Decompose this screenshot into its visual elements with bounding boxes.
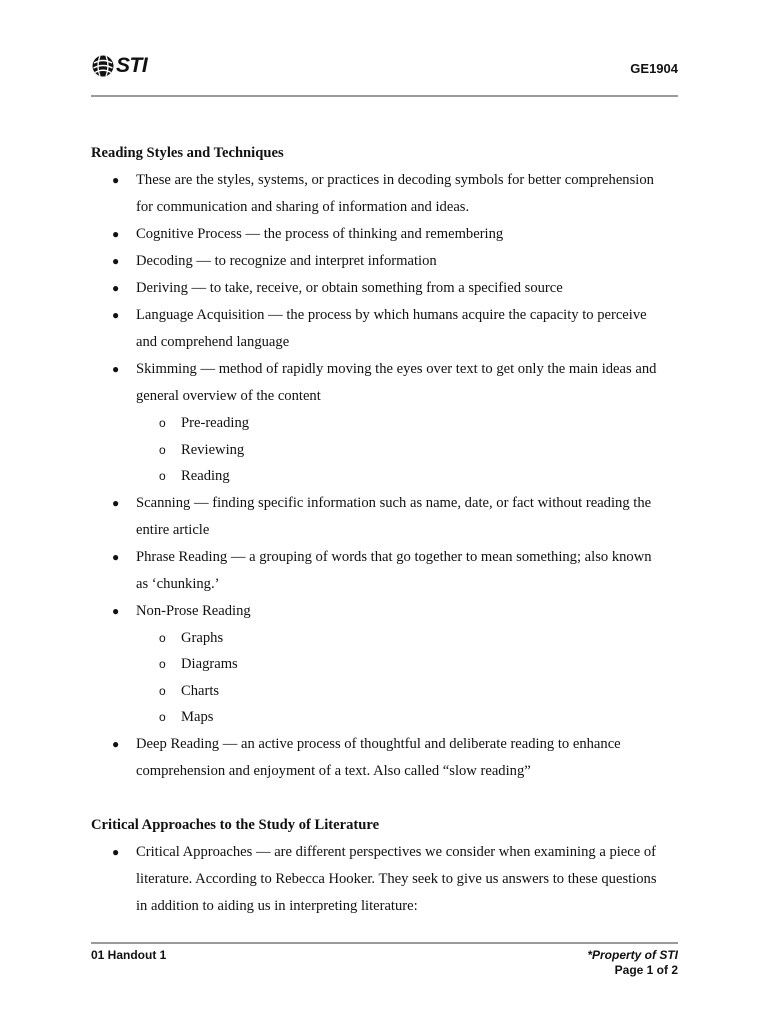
hollow-bullet-icon: o [159,630,166,645]
footer-divider [91,942,678,944]
hollow-bullet-icon: o [159,657,166,671]
logo-text: STI [116,54,148,77]
hollow-bullet-icon: o [159,416,166,430]
bullet-icon: ● [112,844,120,859]
bullet-icon: ● [112,173,120,187]
critical-approaches-list [91,839,681,920]
globe-icon [91,54,115,78]
hollow-bullet-icon: o [159,469,166,483]
list-item: ● Deriving — to take, receive, or obtain something from a specified source [91,275,681,302]
sub-list-item: o Diagrams [136,651,681,678]
sub-list-item: o Charts [136,678,681,705]
page-number: Page 1 of 2 [614,963,678,977]
non-prose-sublist [136,625,681,731]
sti-logo [91,54,147,78]
list-item: ● Phrase Reading — a grouping of words that go together to mean something; also known as ‘chunking.’ [91,544,681,598]
list-item: ● These are the styles, systems, or practices in decoding symbols for better comprehension for communication and sharing of information and ideas. [91,167,681,221]
section-heading-critical-approaches: Critical Approaches to the Study of Literature [91,816,380,833]
bullet-icon: ● [112,495,120,510]
section-spacer [91,785,681,812]
sub-list-item: o Graphs [136,625,681,652]
sub-list-item: o Maps [136,704,681,731]
bullet-icon: ● [112,603,120,618]
list-item: ● Deep Reading — an active process of thoughtful and deliberate reading to enhance comprehension and enjoyment of a text. Also called “slow reading” [91,731,681,785]
document-body [91,140,681,920]
bullet-icon: ● [112,281,120,295]
bullet-icon: ● [112,308,120,322]
hollow-bullet-icon: o [159,710,166,724]
reading-styles-list [91,167,681,785]
list-item: ● Decoding — to recognize and interpret information [91,248,681,275]
list-item: ● Skimming — method of rapidly moving the eyes over text to get only the main ideas and general overview of the content o Pre-reading o Reviewing o Reading [91,356,681,490]
list-item: ● Critical Approaches — are different perspectives we consider when examining a piece of literature. According to Rebecca Hooker. They seek to give us answers to these questions in addition to aiding us in interpreting literature: [91,839,681,920]
course-code: GE1904 [630,61,678,76]
list-item: ● Scanning — finding specific information such as name, date, or fact without reading the entire article [91,490,681,544]
list-item: ● Non-Prose Reading o Graphs o Diagrams o Charts o Maps [91,598,681,731]
bullet-icon: ● [112,362,120,376]
sub-list-item: o Pre-reading [136,410,681,437]
bullet-icon: ● [112,254,120,268]
handout-label: 01 Handout 1 [91,948,167,962]
bullet-icon: ● [112,736,120,751]
skimming-sublist [136,410,681,490]
bullet-icon: ● [112,549,120,564]
list-item: ● Cognitive Process — the process of thinking and remembering [91,221,681,248]
bullet-icon: ● [112,227,120,241]
list-item: ● Language Acquisition — the process by which humans acquire the capacity to perceive and comprehend language [91,302,681,356]
page-header [91,52,678,82]
property-notice: *Property of STI [587,948,678,962]
hollow-bullet-icon: o [159,442,166,457]
footer-info [587,948,678,978]
section-heading-reading-styles: Reading Styles and Techniques [91,145,284,161]
header-divider [91,95,678,97]
hollow-bullet-icon: o [159,683,166,698]
sub-list-item: o Reading [136,463,681,490]
sub-list-item: o Reviewing [136,437,681,464]
